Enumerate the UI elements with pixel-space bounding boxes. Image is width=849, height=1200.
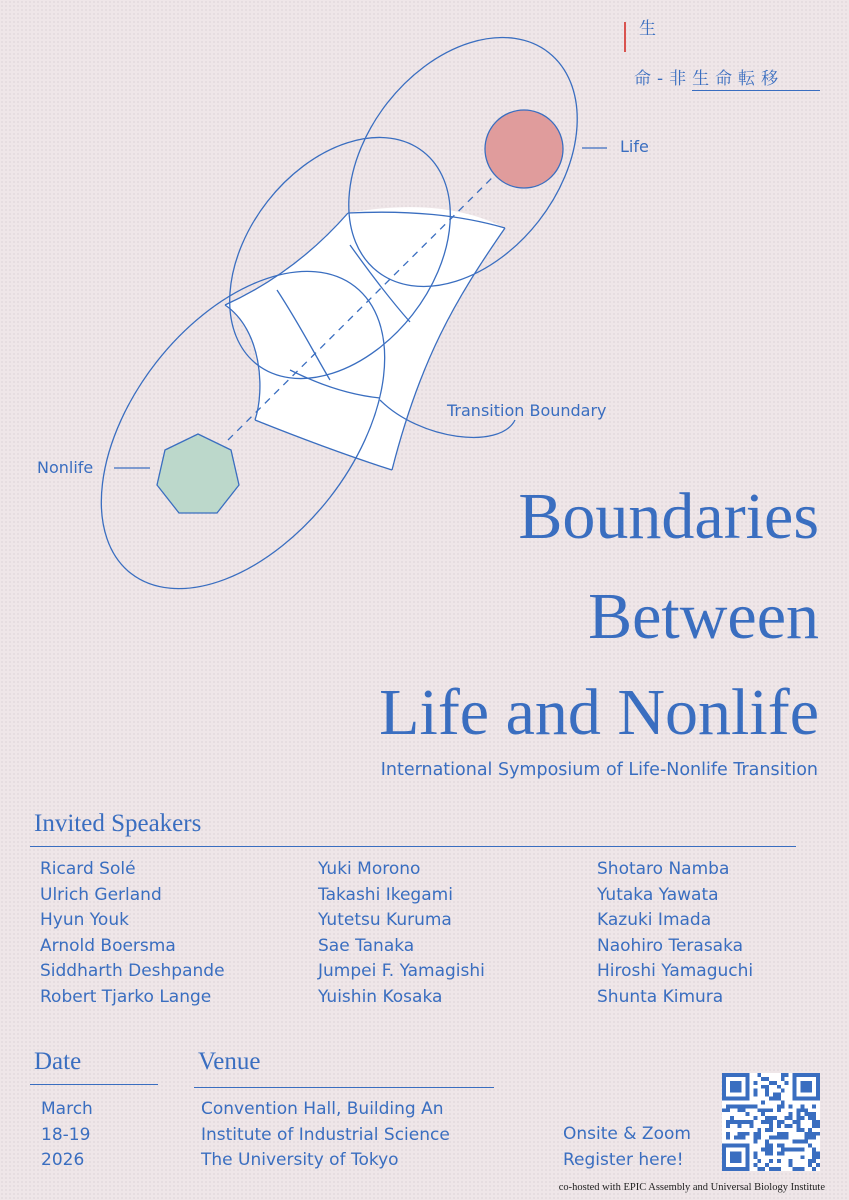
japanese-line-1: 生	[639, 19, 656, 39]
register-info	[563, 1122, 691, 1173]
qr-code-icon[interactable]	[722, 1073, 820, 1171]
venue-line-1: Convention Hall, Building An	[201, 1099, 444, 1119]
speaker-name: Shotaro Namba	[597, 859, 730, 879]
venue-rule	[194, 1087, 494, 1088]
speakers-column-2	[318, 857, 485, 1010]
speaker-name: Naohiro Terasaka	[597, 935, 744, 956]
life-label: Life	[620, 137, 649, 156]
speakers-heading: Invited Speakers	[34, 810, 202, 837]
accent-bar	[624, 22, 626, 52]
boundary-label: Transition Boundary	[447, 401, 607, 420]
register-link[interactable]: Register here!	[563, 1149, 684, 1170]
date-days: 18-19	[41, 1124, 91, 1145]
subtitle: International Symposium of Life-Nonlife Transition	[380, 760, 818, 780]
speakers-column-1	[40, 857, 225, 1010]
speaker-name: Takashi Ikegami	[318, 884, 453, 905]
speaker-name: Hiroshi Yamaguchi	[597, 961, 754, 981]
speaker-name: Shunta Kimura	[597, 986, 724, 1007]
date-month: March	[41, 1099, 93, 1119]
date-year: 2026	[41, 1150, 85, 1170]
speaker-name: Arnold Boersma	[40, 935, 176, 956]
nonlife-label: Nonlife	[37, 458, 94, 477]
speaker-name: Yutetsu Kuruma	[318, 910, 452, 930]
date-rule	[30, 1084, 158, 1085]
title-line-1: Boundaries	[518, 480, 819, 553]
speakers-column-3	[597, 857, 753, 1010]
venue-line-2: Institute of Industrial Science	[201, 1124, 450, 1145]
life-circle	[485, 110, 563, 188]
register-mode: Onsite & Zoom	[563, 1124, 691, 1144]
speaker-name: Hyun Youk	[40, 910, 129, 930]
speaker-name: Jumpei F. Yamagishi	[318, 961, 485, 981]
japanese-underline	[692, 90, 820, 91]
date-info	[41, 1097, 93, 1174]
japanese-title	[624, 18, 824, 89]
venue-info	[201, 1097, 450, 1174]
venue-heading: Venue	[198, 1048, 261, 1075]
speaker-name: Ricard Solé	[40, 859, 136, 879]
venue-line-3: The University of Tokyo	[201, 1150, 399, 1170]
speaker-name: Ulrich Gerland	[40, 884, 162, 905]
speaker-name: Kazuki Imada	[597, 910, 712, 930]
japanese-line-2: 命-非生命転移	[634, 69, 785, 89]
speaker-name: Yuki Morono	[318, 859, 421, 879]
title-line-2: Between	[588, 580, 819, 653]
nonlife-heptagon	[157, 434, 239, 513]
speaker-name: Yutaka Yawata	[597, 884, 719, 905]
speaker-name: Siddharth Deshpande	[40, 961, 225, 981]
speakers-rule	[30, 846, 796, 847]
footer-cohost: co-hosted with EPIC Assembly and Universal Biology Institute	[558, 1182, 825, 1193]
date-heading: Date	[34, 1048, 82, 1075]
speaker-name: Sae Tanaka	[318, 935, 415, 956]
title-line-3: Life and Nonlife	[379, 676, 819, 749]
speaker-name: Yuishin Kosaka	[318, 986, 443, 1007]
hyperboloid-surface	[225, 207, 505, 470]
speaker-name: Robert Tjarko Lange	[40, 986, 212, 1007]
